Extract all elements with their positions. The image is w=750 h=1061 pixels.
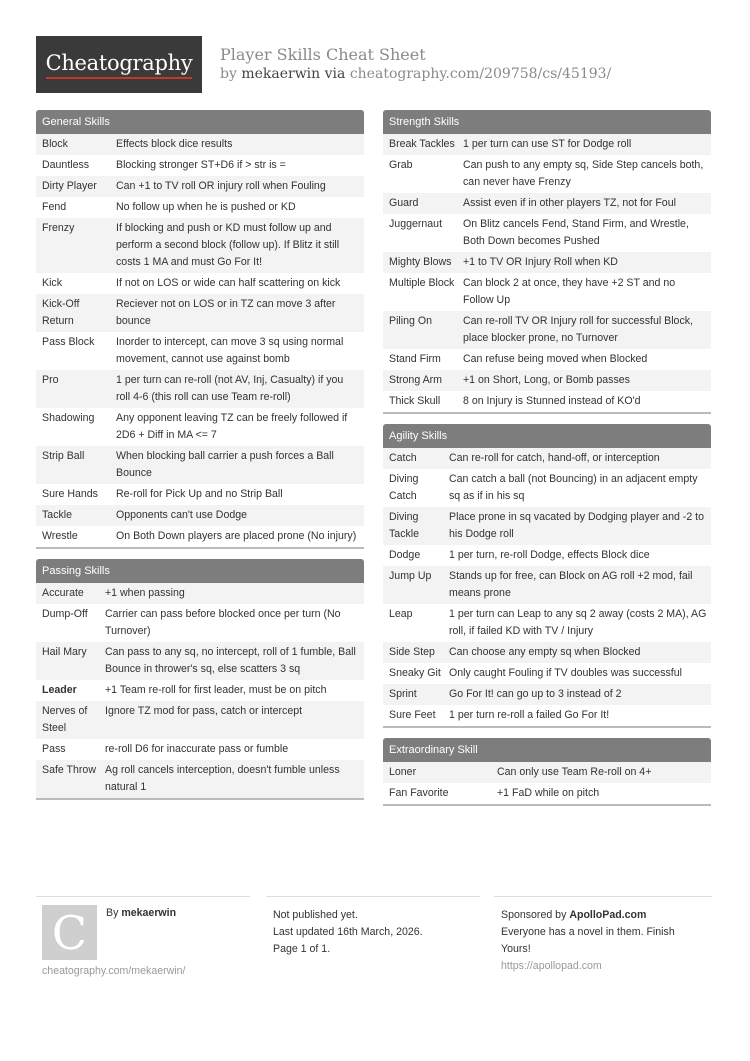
skill-description: On Blitz cancels Fend, Stand Firm, and Wrestle, Both Down becomes Pushed [463,218,689,247]
skill-name: Shadowing [42,412,95,424]
skill-description: Assist even if in other players TZ, not for Foul [463,197,676,209]
skill-description: If not on LOS or wide can half scattering on kick [116,277,341,289]
sponsor-name-link[interactable]: ApolloPad.com [569,909,647,921]
author-profile-link[interactable]: cheatography.com/mekaerwin/ [42,965,186,977]
skill-name: Dauntless [42,159,90,171]
skill-name: Juggernaut [389,218,443,230]
skill-description: 1 per turn can use ST for Dodge roll [463,138,632,150]
skill-description: On Both Down players are placed prone (No injury) [116,530,357,542]
skill-description: Can catch a ball (not Bouncing) in an adjacent empty sq as if in his sq [449,473,698,502]
cheatography-logo[interactable] [36,36,202,93]
skill-description: Can re-roll for catch, hand-off, or interception [449,452,660,464]
skill-description: Place prone in sq vacated by Dodging player and -2 to his Dodge roll [449,511,705,540]
table-row [383,349,711,370]
skill-name: Catch [389,452,417,464]
skill-name: Multiple Block [389,277,455,289]
skill-name: Mighty Blows [389,256,452,268]
skill-name: Break Tackles [389,138,455,150]
header-byline [220,66,611,82]
sponsor-tagline-cont: Yours! [501,943,531,955]
footer-author [36,896,250,983]
sheet-url-link[interactable]: cheatography.com/209758/cs/45193/ [349,66,612,82]
table-row [383,311,711,349]
skill-description: 1 per turn re-roll a failed Go For It! [449,709,610,721]
skill-description: Can re-roll TV OR Injury roll for successful Block, place blocker prone, no Turnover [463,315,693,344]
skill-name: Sure Hands [42,488,98,500]
table-row [36,370,364,408]
table-row [36,446,364,484]
table-row [383,684,711,705]
table-row [36,408,364,446]
section-title: General Skills [36,110,364,134]
skill-name: Grab [389,159,413,171]
by-prefix: by [220,66,237,82]
extraordinary-skills-section [383,738,711,806]
section-title: Extraordinary Skill [383,738,711,762]
table-row [36,680,364,701]
skill-name: Diving Catch [389,473,419,502]
skill-name: Fend [42,201,67,213]
table-row [383,448,711,469]
table-row [383,214,711,252]
table-row [36,332,364,370]
skill-name: Piling On [389,315,432,327]
skill-description: Can only use Team Re-roll on 4+ [497,766,652,778]
table-row [383,545,711,566]
skill-description: Can +1 to TV roll OR injury roll when Fouling [116,180,326,192]
skill-name: Kick-Off Return [42,298,80,327]
skills-table [383,448,711,726]
skills-table [36,134,364,547]
passing-skills-section [36,559,364,800]
table-row [36,197,364,218]
skills-table [383,762,711,804]
skill-description: If blocking and push or KD must follow up and perform a second block (follow up). If Blitz it still costs 1 MA and must Go For It! [116,222,340,268]
skill-name: Sure Feet [389,709,436,721]
skill-description: +1 on Short, Long, or Bomb passes [463,374,630,386]
skill-name: Jump Up [389,570,432,582]
table-row [383,507,711,545]
skill-description: Ignore TZ mod for pass, catch or intercept [105,705,303,717]
skill-name: Frenzy [42,222,75,234]
skill-name: Strip Ball [42,450,85,462]
skill-name: Fan Favorite [389,787,449,799]
via-text: via [324,66,346,82]
table-row [36,583,364,604]
table-row [383,604,711,642]
table-row [383,762,711,783]
skill-description: re-roll D6 for inaccurate pass or fumble [105,743,289,755]
skill-description: 1 per turn can re-roll (not AV, Inj, Casualty) if you roll 4-6 (this roll can use Team re-roll) [116,374,344,403]
skill-name: Safe Throw [42,764,96,776]
skill-name: Loner [389,766,417,778]
skill-name: Accurate [42,587,84,599]
table-row [383,273,711,311]
skill-name: Guard [389,197,419,209]
agility-skills-section [383,424,711,728]
table-row [36,134,364,155]
table-row [36,739,364,760]
footer-by-prefix: By [106,907,119,919]
skill-description: Can push to any empty sq, Side Step cancels both, can never have Frenzy [463,159,704,188]
table-row [36,294,364,332]
avatar[interactable] [42,905,97,960]
table-row [383,783,711,804]
skill-name: Leader [42,684,77,696]
table-row [383,469,711,507]
skill-description: +1 to TV OR Injury Roll when KD [463,256,618,268]
strength-skills-section [383,110,711,414]
last-updated: Last updated 16th March, 2026. [273,926,423,938]
author-link[interactable]: mekaerwin [241,66,321,82]
table-row [383,566,711,604]
table-row [383,705,711,726]
avatar-letter: C [51,905,88,960]
table-row [383,134,711,155]
skill-description: Carrier can pass before blocked once per turn (No Turnover) [105,608,341,637]
table-row [36,701,364,739]
skill-name: Sprint [389,688,417,700]
table-row [36,526,364,547]
skill-name: Pass Block [42,336,95,348]
skill-description: 1 per turn, re-roll Dodge, effects Block dice [449,549,650,561]
footer-byline [106,907,176,919]
footer [36,896,712,986]
footer-publish-info [266,896,480,983]
skill-description: +1 when passing [105,587,185,599]
skill-name: Hail Mary [42,646,87,658]
skill-name: Leap [389,608,413,620]
skill-description: Reciever not on LOS or in TZ can move 3 after bounce [116,298,336,327]
skill-description: Inorder to intercept, can move 3 sq using normal movement, cannot use against bomb [116,336,344,365]
skill-description: Effects block dice results [116,138,233,150]
skill-description: Blocking stronger ST+D6 if > str is = [116,159,286,171]
table-row [36,642,364,680]
page-number: Page 1 of 1. [273,943,331,955]
table-row [383,642,711,663]
table-row [36,484,364,505]
skill-name: Dirty Player [42,180,97,192]
skills-table [383,134,711,412]
skill-description: 8 on Injury is Stunned instead of KO'd [463,395,641,407]
table-row [383,370,711,391]
section-title: Agility Skills [383,424,711,448]
skill-name: Strong Arm [389,374,442,386]
table-row [383,155,711,193]
skill-description: Any opponent leaving TZ can be freely followed if 2D6 + Diff in MA <= 7 [116,412,348,441]
table-row [383,663,711,684]
sponsor-line [501,907,675,924]
table-row [36,760,364,798]
skill-name: Kick [42,277,63,289]
skill-name: Stand Firm [389,353,441,365]
skill-description: Re-roll for Pick Up and no Strip Ball [116,488,283,500]
table-row [36,604,364,642]
skill-name: Thick Skull [389,395,441,407]
skill-description: 1 per turn can Leap to any sq 2 away (costs 2 MA), AG roll, if failed KD with TV / Injury [449,608,707,637]
skill-name: Diving Tackle [389,511,420,540]
skill-description: Ag roll cancels interception, doesn't fumble unless natural 1 [105,764,340,793]
sponsor-url-link[interactable]: https://apollopad.com [501,960,602,972]
skill-description: Go For It! can go up to 3 instead of 2 [449,688,622,700]
skill-description: Can refuse being moved when Blocked [463,353,648,365]
table-row [36,176,364,197]
skill-name: Sneaky Git [389,667,441,679]
skill-description: +1 FaD while on pitch [497,787,600,799]
skill-name: Dodge [389,549,421,561]
skill-description: Opponents can't use Dodge [116,509,248,521]
table-row [36,273,364,294]
skills-table [36,583,364,798]
table-row [36,505,364,526]
right-column [383,110,711,816]
skill-description: +1 Team re-roll for first leader, must be on pitch [105,684,327,696]
skill-name: Side Step [389,646,435,658]
sponsor-prefix: Sponsored by [501,909,567,921]
table-row [36,218,364,273]
skill-description: Can pass to any sq, no intercept, roll of 1 fumble, Ball Bounce in thrower's sq, else scatters 3 sq [105,646,356,675]
skill-description: No follow up when he is pushed or KD [116,201,296,213]
table-row [36,155,364,176]
general-skills-section [36,110,364,549]
section-title: Passing Skills [36,559,364,583]
skill-description: Can choose any empty sq when Blocked [449,646,641,658]
skill-name: Dump-Off [42,608,88,620]
page-title: Player Skills Cheat Sheet [220,45,426,64]
skill-description: Only caught Fouling if TV doubles was successful [449,667,682,679]
footer-sponsor [494,896,712,983]
skill-name: Pass [42,743,66,755]
skill-name: Wrestle [42,530,78,542]
footer-author-link[interactable]: mekaerwin [121,907,177,919]
publish-status: Not published yet. [273,909,358,921]
skill-description: Can block 2 at once, they have +2 ST and no Follow Up [463,277,676,306]
logo-text: Cheatography [46,50,193,79]
skill-name: Pro [42,374,59,386]
skill-name: Block [42,138,68,150]
table-row [383,193,711,214]
section-title: Strength Skills [383,110,711,134]
skill-name: Nerves of Steel [42,705,88,734]
sponsor-tagline: Everyone has a novel in them. Finish [501,926,675,938]
skill-description: Stands up for free, can Block on AG roll +2 mod, fail means prone [449,570,693,599]
table-row [383,252,711,273]
skill-description: When blocking ball carrier a push forces a Ball Bounce [116,450,334,479]
skill-name: Tackle [42,509,73,521]
left-column [36,110,364,810]
table-row [383,391,711,412]
